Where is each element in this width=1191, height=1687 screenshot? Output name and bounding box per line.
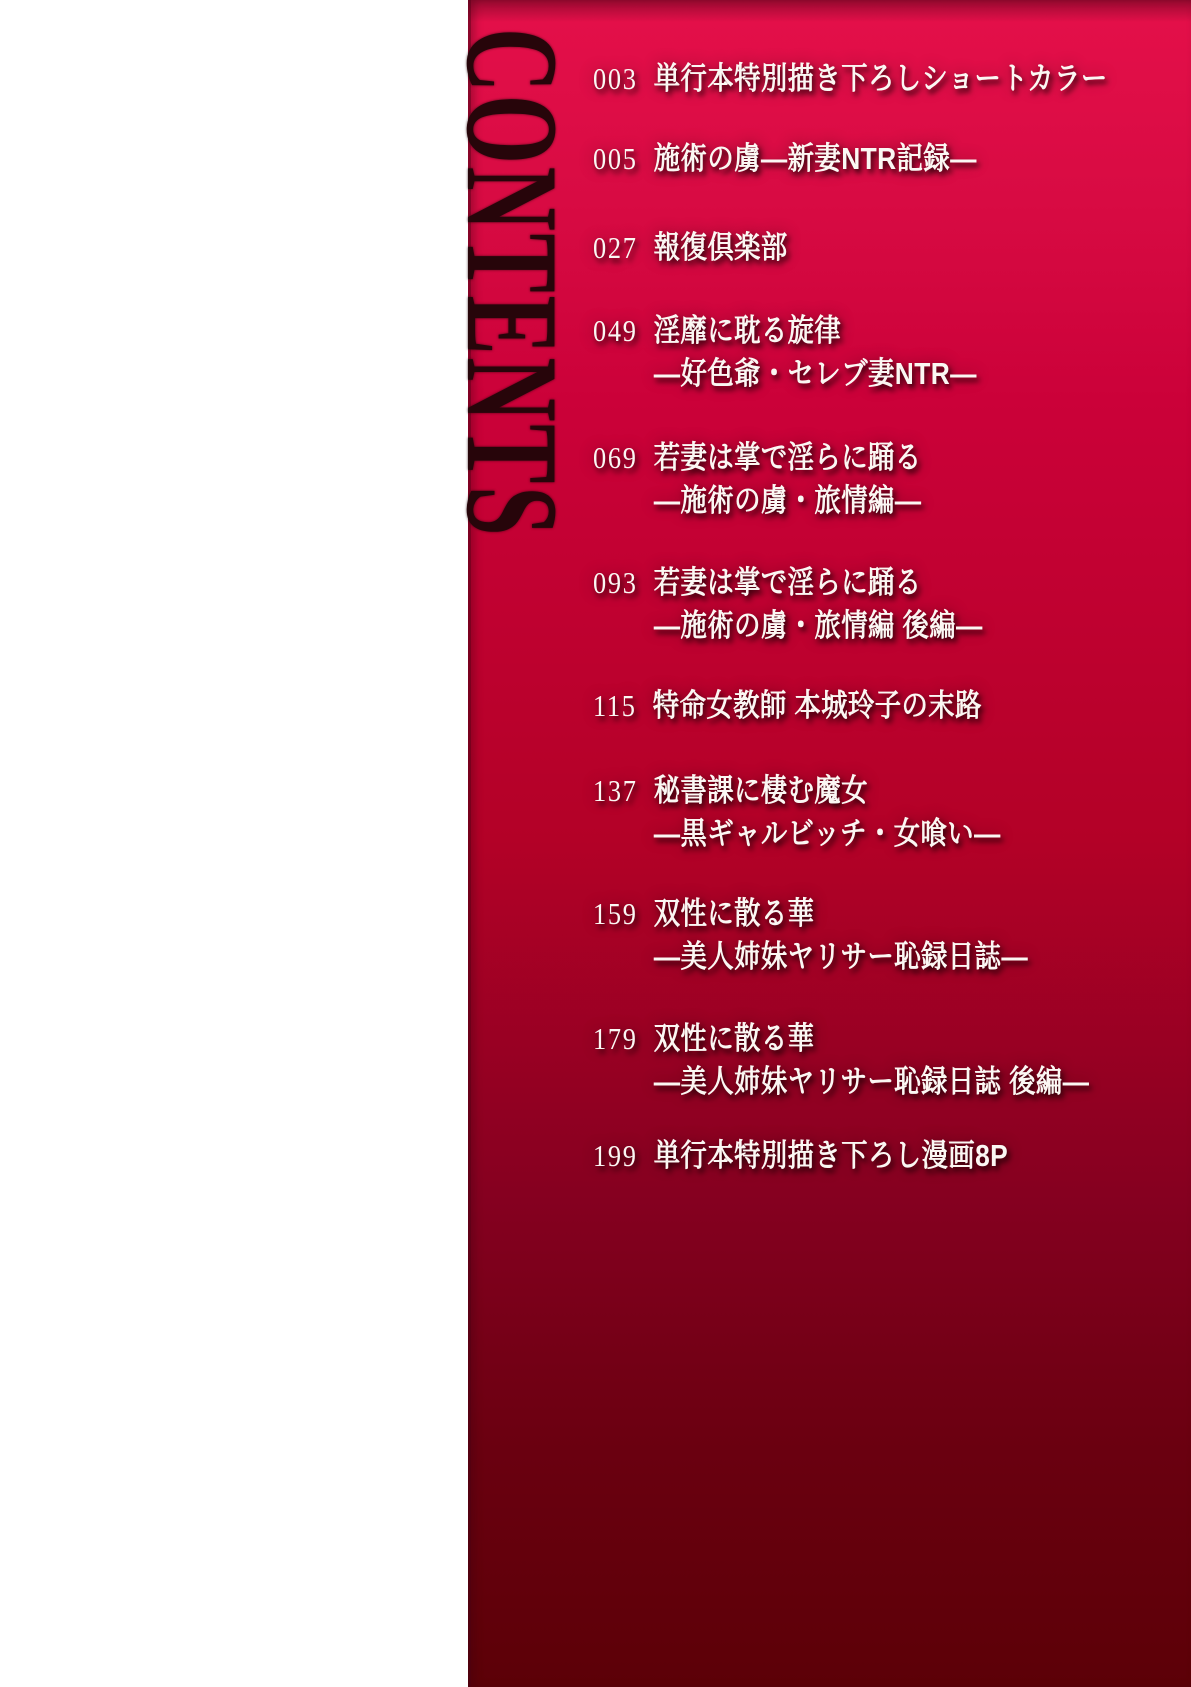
toc-entry: [593, 684, 982, 727]
toc-entry-title: 報復倶楽部: [653, 230, 788, 265]
toc-entry-page-number: 005: [593, 141, 638, 176]
toc-entry-page-number: 137: [593, 773, 638, 808]
toc-entry-page-number: 199: [593, 1138, 638, 1173]
toc-entry-title: 施術の虜―新妻NTR記録―: [653, 141, 977, 176]
toc-entry-page-number: 003: [593, 61, 638, 96]
toc-entry-titles: [654, 226, 788, 269]
toc-entry-subtitle: ―好色爺・セレブ妻NTR―: [653, 356, 977, 391]
toc-entry-page-number: 069: [593, 440, 638, 475]
toc-entry-title: 双性に散る華: [653, 896, 815, 931]
toc-entry-title: 若妻は掌で淫らに踊る: [653, 565, 922, 600]
toc-entry-titles: [654, 769, 1001, 855]
toc-entry: [593, 57, 1108, 100]
toc-entry: [593, 226, 788, 269]
toc-entry: [593, 561, 983, 647]
toc-entry-page-number: 093: [593, 565, 638, 600]
toc-entry-subtitle: ―施術の虜・旅情編 後編―: [653, 608, 983, 643]
toc-entry: [593, 309, 977, 395]
toc-entry-titles: [654, 892, 1028, 978]
toc-entry: [593, 137, 977, 180]
toc-entry-title: 特命女教師 本城玲子の末路: [652, 688, 982, 723]
toc-entry-titles: [654, 436, 922, 522]
toc-entry-page-number: 159: [593, 896, 638, 931]
toc-entry-titles: [654, 309, 977, 395]
toc-entry: [593, 769, 1001, 855]
toc-entry-title: 単行本特別描き下ろしショートカラー: [653, 61, 1108, 96]
toc-entry-page-number: 027: [593, 230, 638, 265]
toc-entry-page-number: 179: [593, 1021, 638, 1056]
toc-entry-title: 双性に散る華: [653, 1021, 815, 1056]
toc-entry-subtitle: ―美人姉妹ヤリサー恥録日誌―: [653, 939, 1029, 974]
toc-entry-subtitle: ―黒ギャルビッチ・女喰い―: [653, 816, 1001, 851]
toc-entry: [593, 1017, 1089, 1103]
toc-entry: [593, 1134, 1008, 1177]
toc-entry-title: 秘書課に棲む魔女: [653, 773, 868, 808]
toc-entry-subtitle: ―美人姉妹ヤリサー恥録日誌 後編―: [653, 1064, 1090, 1099]
toc-entry-title: 若妻は掌で淫らに踊る: [653, 440, 922, 475]
toc-entry-titles: [654, 1017, 1090, 1103]
toc-entry-title: 淫靡に耽る旋律: [653, 313, 842, 348]
toc-entry-title: 単行本特別描き下ろし漫画8P: [653, 1138, 1009, 1173]
toc-entry-page-number: 115: [593, 688, 637, 723]
toc-entry: [593, 436, 922, 522]
toc-entry-page-number: 049: [593, 313, 638, 348]
toc-entry-titles: [654, 57, 1108, 100]
toc-entry-subtitle: ―施術の虜・旅情編―: [653, 483, 922, 518]
contents-title-text: CONTENTS: [439, 28, 586, 539]
toc-entry-titles: [654, 1134, 1008, 1177]
toc-entry-titles: [654, 561, 983, 647]
toc-entry: [593, 892, 1028, 978]
toc-entry-titles: [654, 137, 977, 180]
toc-entry-titles: [653, 684, 982, 727]
